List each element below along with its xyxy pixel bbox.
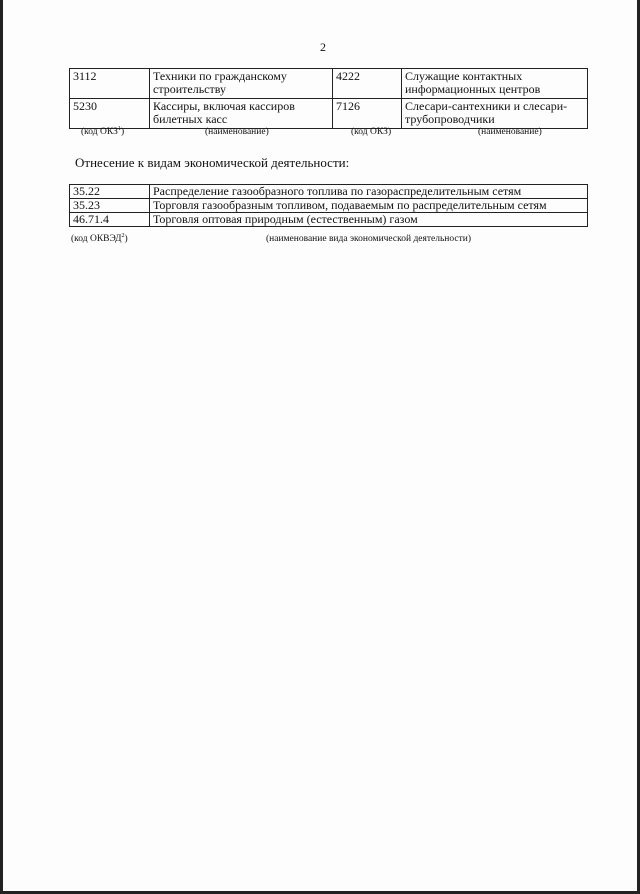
table-row xyxy=(70,199,588,213)
occupation-name-cell: Кассиры, включая кассиров билетных касс xyxy=(150,99,333,129)
okz-code-cell: 5230 xyxy=(70,99,150,129)
occupations-table xyxy=(69,68,588,129)
activity-name-cell: Торговля газообразным топливом, подаваемым по распределительным сетям xyxy=(150,199,588,213)
okved-code-cell: 46.71.4 xyxy=(70,213,150,227)
table-row xyxy=(70,213,588,227)
okz-code-cell: 3112 xyxy=(70,69,150,99)
okz-code-cell: 4222 xyxy=(333,69,402,99)
table-row xyxy=(70,99,588,129)
caption-okved-code: (код ОКВЭД$^2$) xyxy=(71,232,128,244)
caption-name: (наименование) xyxy=(205,127,269,137)
activity-name-cell: Распределение газообразного топлива по газораспределительным сетям xyxy=(150,185,588,199)
table-row xyxy=(70,69,588,99)
caption-activity-name: (наименование вида экономической деятельности) xyxy=(266,234,471,244)
okz-code-cell: 7126 xyxy=(333,99,402,129)
occupation-name-cell: Слесари-сантехники и слесари-трубопроводчики xyxy=(402,99,588,129)
occupation-name-cell: Служащие контактных информационных центров xyxy=(402,69,588,99)
okved-code-cell: 35.22 xyxy=(70,185,150,199)
occupation-name-cell: Техники по гражданскому строительству xyxy=(150,69,333,99)
activities-table xyxy=(69,184,588,227)
section-title: Отнесение к видам экономической деятельности: xyxy=(75,155,350,170)
page-number: 2 xyxy=(320,40,326,54)
activity-name-cell: Торговля оптовая природным (естественным) газом xyxy=(150,213,588,227)
caption-name-2: (наименование) xyxy=(478,127,542,137)
table-row xyxy=(70,185,588,199)
caption-okz-code: (код ОКЗ$^1$) xyxy=(81,125,125,137)
okved-code-cell: 35.23 xyxy=(70,199,150,213)
caption-okz-code-2: (код ОКЗ) xyxy=(351,127,392,137)
